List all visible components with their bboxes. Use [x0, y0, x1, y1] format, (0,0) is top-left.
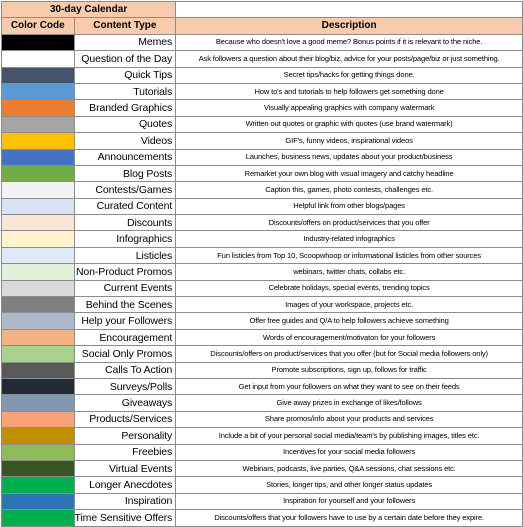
color-swatch[interactable]	[2, 100, 75, 116]
description-cell[interactable]: webinars, twitter chats, collabs etc.	[176, 264, 523, 280]
color-swatch[interactable]	[2, 247, 75, 263]
content-type-cell[interactable]: Longer Anecdotes	[74, 477, 176, 493]
description-cell[interactable]: Ask followers a question about their blog/biz, advice for your posts/page/biz or just something.	[176, 51, 523, 67]
title-row	[2, 2, 523, 18]
color-swatch[interactable]	[2, 34, 75, 50]
color-swatch[interactable]	[2, 346, 75, 362]
description-cell[interactable]: Secret tips/hacks for getting things done.	[176, 67, 523, 83]
table-row	[2, 247, 523, 263]
content-type-cell[interactable]: Announcements	[74, 149, 176, 165]
description-cell[interactable]: Inspiration for yourself and your followers	[176, 493, 523, 509]
table-row	[2, 83, 523, 99]
content-type-cell[interactable]: Freebies	[74, 444, 176, 460]
color-swatch[interactable]	[2, 411, 75, 427]
description-cell[interactable]: Launches, business news, updates about your product/business	[176, 149, 523, 165]
color-swatch[interactable]	[2, 378, 75, 394]
table-row	[2, 149, 523, 165]
content-type-header[interactable]: Content Type	[74, 18, 176, 34]
color-code-header[interactable]: Color Code	[2, 18, 75, 34]
content-type-cell[interactable]: Question of the Day	[74, 51, 176, 67]
content-type-cell[interactable]: Time Sensitive Offers	[74, 510, 176, 526]
content-type-cell[interactable]: Giveaways	[74, 395, 176, 411]
table-row	[2, 313, 523, 329]
color-swatch[interactable]	[2, 51, 75, 67]
content-type-cell[interactable]: Infographics	[74, 231, 176, 247]
table-row	[2, 116, 523, 132]
color-swatch[interactable]	[2, 198, 75, 214]
content-type-cell[interactable]: Products/Services	[74, 411, 176, 427]
color-swatch[interactable]	[2, 460, 75, 476]
table-row	[2, 395, 523, 411]
table-row	[2, 329, 523, 345]
description-cell[interactable]: Incentives for your social media followers	[176, 444, 523, 460]
description-cell[interactable]: Stories, longer tips, and other longer status updates	[176, 477, 523, 493]
table-row	[2, 460, 523, 476]
content-type-cell[interactable]: Tutorials	[74, 83, 176, 99]
content-type-cell[interactable]: Quick Tips	[74, 67, 176, 83]
description-cell[interactable]: Discounts/offers on product/services that you offer (but for Social media followers only)	[176, 346, 523, 362]
content-type-cell[interactable]: Videos	[74, 133, 176, 149]
description-cell[interactable]: Include a bit of your personal social media/team's by publishing images, titles etc.	[176, 428, 523, 444]
content-type-cell[interactable]: Contests/Games	[74, 182, 176, 198]
description-cell[interactable]: Celebrate holidays, special events, trending topics	[176, 280, 523, 296]
table-body	[2, 2, 523, 527]
color-swatch[interactable]	[2, 510, 75, 526]
description-cell[interactable]: Helpful link from other blogs/pages	[176, 198, 523, 214]
content-type-cell[interactable]: Non-Product Promos	[74, 264, 176, 280]
table-row	[2, 51, 523, 67]
description-header[interactable]: Description	[176, 18, 523, 34]
table-row	[2, 264, 523, 280]
content-type-cell[interactable]: Listicles	[74, 247, 176, 263]
content-type-cell[interactable]: Calls To Action	[74, 362, 176, 378]
table-row	[2, 493, 523, 509]
color-swatch[interactable]	[2, 362, 75, 378]
table-row	[2, 428, 523, 444]
description-cell[interactable]: Fun listicles from Top 10, Scoopwhoop or informational listicles from other sources	[176, 247, 523, 263]
table-row	[2, 444, 523, 460]
description-cell[interactable]: Caption this, games, photo contests, challenges etc.	[176, 182, 523, 198]
description-cell[interactable]: Give away prizes in exchange of likes/follows	[176, 395, 523, 411]
content-type-cell[interactable]: Blog Posts	[74, 165, 176, 181]
content-type-cell[interactable]: Encouragement	[74, 329, 176, 345]
table-row	[2, 182, 523, 198]
table-row	[2, 231, 523, 247]
color-swatch[interactable]	[2, 231, 75, 247]
color-swatch[interactable]	[2, 133, 75, 149]
description-cell[interactable]: Written out quotes or graphic with quotes (use brand watermark)	[176, 116, 523, 132]
content-type-cell[interactable]: Personality	[74, 428, 176, 444]
table-row	[2, 510, 523, 526]
description-cell[interactable]: Words of encouragement/motivaton for your followers	[176, 329, 523, 345]
color-swatch[interactable]	[2, 444, 75, 460]
content-type-cell[interactable]: Quotes	[74, 116, 176, 132]
color-swatch[interactable]	[2, 67, 75, 83]
content-type-cell[interactable]: Behind the Scenes	[74, 297, 176, 313]
table-row	[2, 346, 523, 362]
description-cell[interactable]: Remarket your own blog with visual imagery and catchy headline	[176, 165, 523, 181]
empty-cell[interactable]	[176, 2, 523, 18]
description-cell[interactable]: Discounts/offers on product/services that you offer	[176, 215, 523, 231]
description-cell[interactable]: Offer free guides and Q/A to help followers achieve something	[176, 313, 523, 329]
color-swatch[interactable]	[2, 329, 75, 345]
description-cell[interactable]: Industry-related infographics	[176, 231, 523, 247]
description-cell[interactable]: GIF's, funny videos, inspirational videos	[176, 133, 523, 149]
table-row	[2, 34, 523, 50]
description-cell[interactable]: Promote subscriptions, sign up, follows for traffic	[176, 362, 523, 378]
color-swatch[interactable]	[2, 116, 75, 132]
content-type-cell[interactable]: Branded Graphics	[74, 100, 176, 116]
description-cell[interactable]: Get input from your followers on what they want to see on their feeds	[176, 378, 523, 394]
content-type-cell[interactable]: Help your Followers	[74, 313, 176, 329]
color-swatch[interactable]	[2, 182, 75, 198]
content-calendar-table	[1, 1, 523, 527]
color-swatch[interactable]	[2, 297, 75, 313]
table-row	[2, 215, 523, 231]
description-cell[interactable]: Images of your workspace, projects etc.	[176, 297, 523, 313]
content-type-cell[interactable]: Inspiration	[74, 493, 176, 509]
table-row	[2, 165, 523, 181]
color-swatch[interactable]	[2, 493, 75, 509]
table-row	[2, 477, 523, 493]
color-swatch[interactable]	[2, 165, 75, 181]
table-row	[2, 280, 523, 296]
content-type-cell[interactable]: Social Only Promos	[74, 346, 176, 362]
color-swatch[interactable]	[2, 280, 75, 296]
content-type-cell[interactable]: Curated Content	[74, 198, 176, 214]
description-cell[interactable]: Share promos/info about your products and services	[176, 411, 523, 427]
color-swatch[interactable]	[2, 215, 75, 231]
table-row	[2, 362, 523, 378]
table-row	[2, 198, 523, 214]
table-row	[2, 411, 523, 427]
content-type-cell[interactable]: Discounts	[74, 215, 176, 231]
color-swatch[interactable]	[2, 477, 75, 493]
color-swatch[interactable]	[2, 83, 75, 99]
description-cell[interactable]: Because who doesn't love a good meme? Bonus points if it is relevant to the niche.	[176, 34, 523, 50]
content-type-cell[interactable]: Memes	[74, 34, 176, 50]
table-row	[2, 100, 523, 116]
color-swatch[interactable]	[2, 149, 75, 165]
description-cell[interactable]: Discounts/offers that your followers have to use by a certain date before they expire.	[176, 510, 523, 526]
color-swatch[interactable]	[2, 395, 75, 411]
table-row	[2, 133, 523, 149]
calendar-title[interactable]: 30-day Calendar	[2, 2, 176, 18]
description-cell[interactable]: Webinars, podcasts, live parties, Q&A sessions, chat sessions etc.	[176, 460, 523, 476]
content-type-cell[interactable]: Virtual Events	[74, 460, 176, 476]
table-row	[2, 378, 523, 394]
content-type-cell[interactable]: Surveys/Polls	[74, 378, 176, 394]
color-swatch[interactable]	[2, 313, 75, 329]
color-swatch[interactable]	[2, 264, 75, 280]
table-row	[2, 297, 523, 313]
table-row	[2, 67, 523, 83]
content-type-cell[interactable]: Current Events	[74, 280, 176, 296]
header-row	[2, 18, 523, 34]
description-cell[interactable]: How to's and tutorials to help followers get something done	[176, 83, 523, 99]
color-swatch[interactable]	[2, 428, 75, 444]
description-cell[interactable]: Visually appealing graphics with company watermark	[176, 100, 523, 116]
